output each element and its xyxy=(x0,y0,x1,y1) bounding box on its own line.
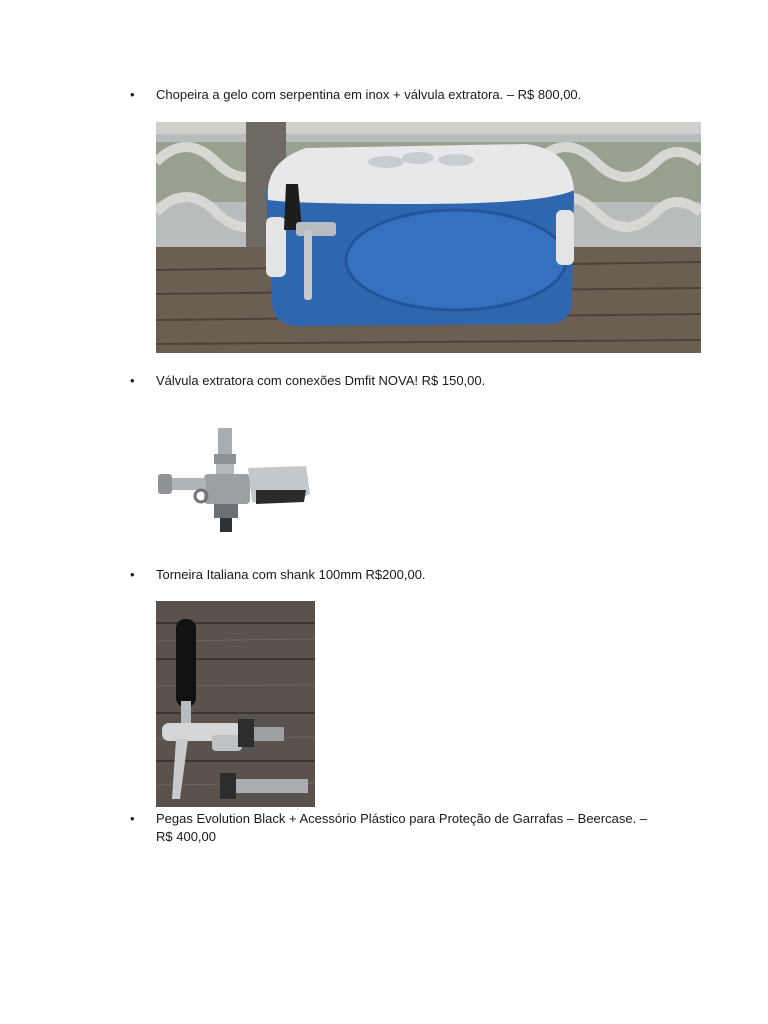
item-text-chopeira: Chopeira a gelo com serpentina em inox + válvula extratora. – R$ 800,00. xyxy=(156,87,582,102)
photo-chopeira-cooler xyxy=(156,122,701,353)
photo-torneira-italiana xyxy=(156,601,315,807)
bullet: • xyxy=(130,373,135,388)
item-text-valvula: Válvula extratora com conexões Dmfit NOVA! R$ 150,00. xyxy=(156,373,486,388)
bullet: • xyxy=(130,87,135,102)
item-text-pegas: Pegas Evolution Black + Acessório Plástico para Proteção de Garrafas – Beercase. – R$ 400,00 xyxy=(156,811,648,844)
item-text-torneira: Torneira Italiana com shank 100mm R$200,00. xyxy=(156,567,426,582)
photo-valvula-extratora xyxy=(156,410,314,540)
bullet: • xyxy=(130,567,135,582)
bullet: • xyxy=(130,811,135,826)
